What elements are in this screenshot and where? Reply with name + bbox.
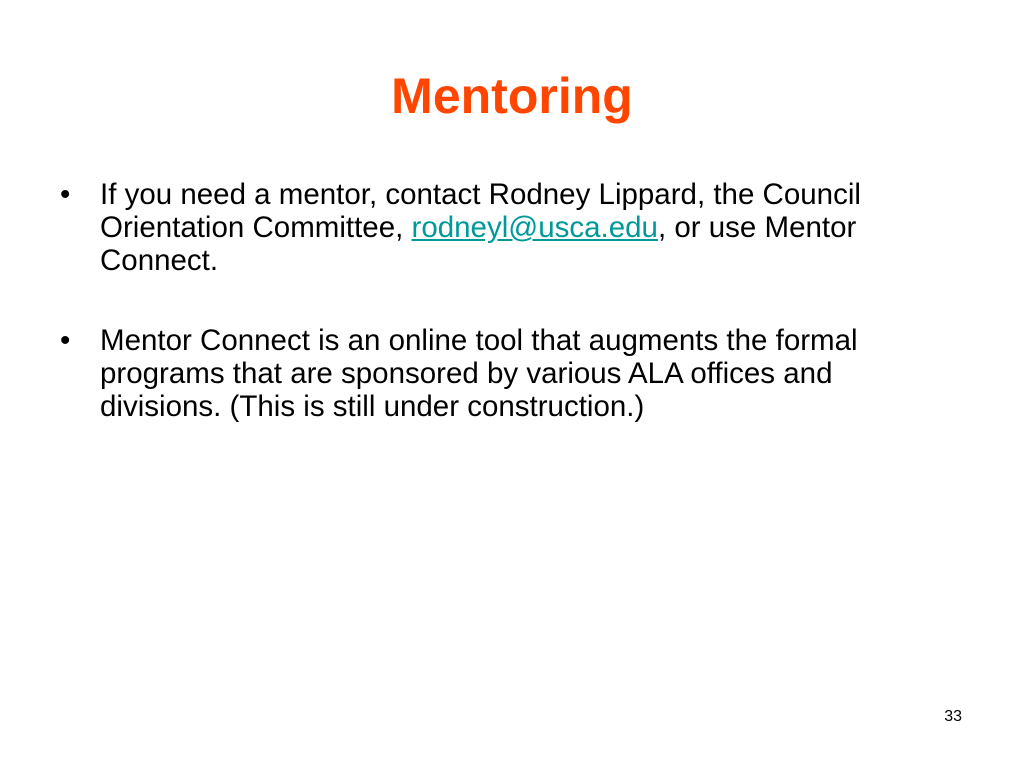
email-link[interactable]: rodneyl@usca.edu <box>411 211 658 244</box>
bullet-point-icon: • <box>60 324 71 357</box>
slide-title: Mentoring <box>391 68 633 124</box>
page-number: 33 <box>944 708 962 725</box>
bullet-item-mentor-contact <box>56 178 936 277</box>
bullet-list <box>56 178 936 470</box>
bullet-point-icon: • <box>60 178 71 211</box>
bullet-text-end: , or use Mentor Connect. <box>100 211 857 277</box>
bullet-text: Mentor Connect is an online tool that augments the formal programs that are sponsored by various ALA offices and divisions. (This is still under construction.) <box>100 324 858 423</box>
bullet-text-start: If you need a mentor, contact Rodney Lippard, the Council Orientation Committee, <box>100 178 861 244</box>
bullet-item-mentor-connect <box>56 324 936 423</box>
